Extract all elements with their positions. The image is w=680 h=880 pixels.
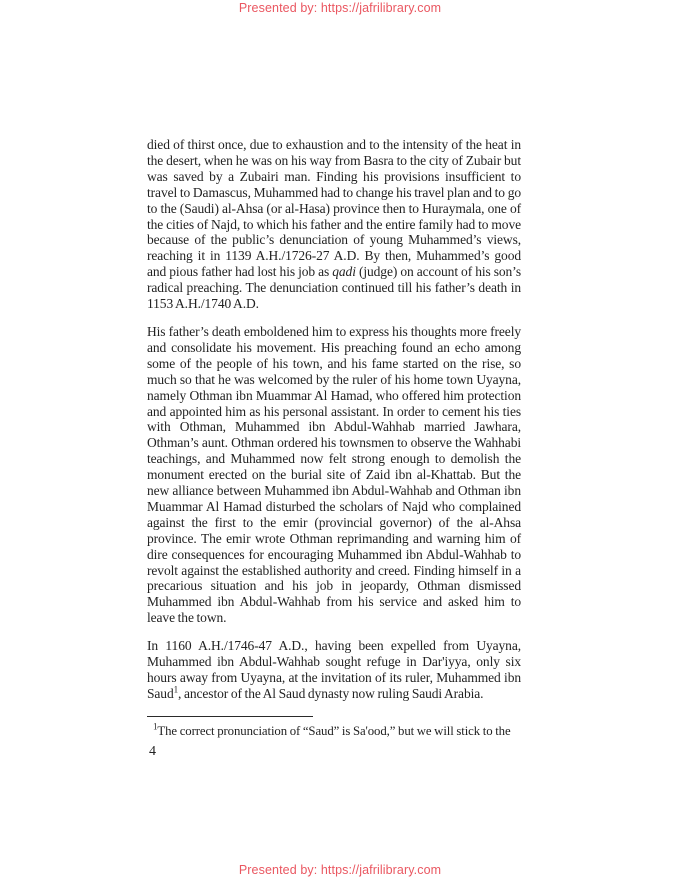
watermark-header	[0, 1, 680, 15]
footnote-area	[147, 716, 521, 739]
italic-term-qadi: qadi	[332, 264, 356, 280]
footnote-text	[147, 721, 521, 739]
watermark-footer	[0, 863, 680, 877]
paragraph-3-text-continued: , ancestor of the Al Saud dynasty now ruling Saudi Arabia.	[178, 685, 484, 701]
paragraph-3	[147, 638, 521, 702]
paragraph-1	[147, 137, 521, 312]
paragraph-2: His father’s death emboldened him to express his thoughts more freely and consolidate his movement. His preaching found an echo among some of the people of his town, and his fame started on the rise, so much so that he was welcomed by the ruler of his home town Uyayna, namely Othman ibn Muammar Al Hamad, who offered him protection and appointed him as his personal assistant. In order to cement his ties with Othman, Muhammed ibn Abdul-Wahhab married Jawhara, Othman’s aunt. Othman ordered his townsmen to observe the Wahhabi teachings, and Muhammed now felt strong enough to demolish the monument erected on the burial site of Zaid ibn al-Khattab. But the new alliance between Muhammed ibn Abdul-Wahhab and Othman ibn Muammar Al Hamad disturbed the scholars of Najd who complained against the first to the emir (provincial governor) of the al-Ahsa province. The emir wrote Othman reprimanding and warning him of dire consequences for encouraging Muhammed ibn Abdul-Wahhab to revolt against the established authority and creed. Finding himself in a precarious situation and his job in jeopardy, Othman dismissed Muhammed ibn Abdul-Wahhab from his service and asked him to leave the town.	[147, 323, 521, 626]
footnote-separator-line	[147, 716, 313, 717]
page-body-text	[147, 137, 521, 702]
paragraph-1-text: died of thirst once, due to exhaustion and to the intensity of the heat in the desert, when he was on his way from Basra to the city of Zubair but was saved by a Zubairi man. Finding his provisions insufficient to travel to Damascus, Muhammed had to change his travel plan and to go to the (Saudi) al-Ahsa (or al-Hasa) province then to Huraymala, one of the cities of Najd, to which his father and the entire family had to move because of the public’s denunciation of young Muhammed’s views, reaching it in 1139 A.H./1726-27 A.D. By then, Muhammed’s good and pious father had lost his job as	[147, 137, 521, 280]
footnote-reference: 1	[173, 684, 179, 695]
watermark-header-prefix: Presented by:	[238, 1, 321, 15]
footnote-marker: 1	[153, 721, 158, 732]
library-link-footer[interactable]: https://jafrilibrary.com	[320, 863, 442, 877]
page-number: 4	[149, 744, 156, 759]
paragraph-1-text-continued: (judge) on account of his son’s radical preaching. The denunciation continued till his father’s death in 1153 A.H./1740 A.D.	[147, 264, 521, 312]
library-link[interactable]: https://jafrilibrary.com	[320, 1, 442, 15]
paragraph-3-text: In 1160 A.H./1746-47 A.D., having been expelled from Uyayna, Muhammed ibn Abdul-Wahhab sought refuge in Dar'iyya, only six hours away from Uyayna, at the invitation of its ruler, Muhammed ibn Saud	[147, 638, 521, 701]
watermark-footer-prefix: Presented by:	[238, 863, 321, 877]
footnote-body: The correct pronunciation of “Saud” is Sa'ood,” but we will stick to the	[157, 724, 511, 738]
